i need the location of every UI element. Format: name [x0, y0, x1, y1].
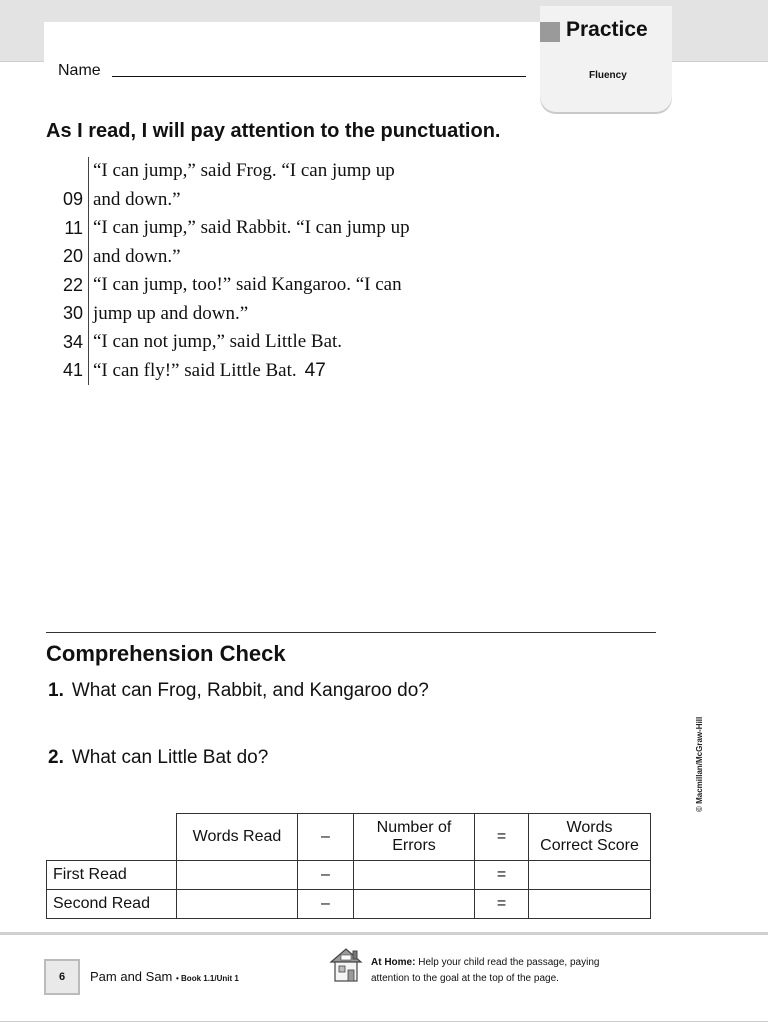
passage-text: “I can not jump,” said Little Bat.: [88, 328, 342, 357]
passage-total-count: 47: [304, 359, 326, 381]
header-words-read: Words Read: [177, 814, 298, 861]
passage-line: [44, 328, 410, 357]
book-unit-text: • Book 1.1/Unit 1: [176, 974, 239, 983]
word-count-number: 11: [64, 217, 83, 238]
bottom-border: [0, 1021, 768, 1022]
footer-divider: [0, 932, 768, 935]
header-wcs-line-2: Correct Score: [540, 837, 639, 854]
word-count-number: 09: [62, 189, 83, 210]
word-count-number: 34: [62, 331, 83, 352]
at-home-text-2: attention to the goal at the top of the page.: [371, 973, 559, 984]
comprehension-title: Comprehension Check: [46, 641, 286, 666]
passage-line: [44, 157, 410, 186]
word-count-number: 41: [62, 360, 83, 381]
second-read-minus: –: [298, 890, 354, 919]
passage-line: [44, 357, 410, 386]
passage-line: [44, 243, 410, 272]
first-read-score-cell[interactable]: [529, 861, 651, 890]
name-field-line[interactable]: [112, 76, 526, 77]
section-divider: [46, 632, 656, 633]
table-row: [47, 890, 651, 919]
passage-line: [44, 214, 410, 243]
passage-line: [44, 300, 410, 329]
header-card: [44, 22, 544, 92]
page-number: 6: [44, 959, 80, 995]
passage-text: and down.”: [88, 186, 181, 215]
at-home-note: [371, 955, 599, 987]
passage-text: [88, 357, 326, 386]
question-2-number: 2.: [48, 747, 64, 768]
question-1-number: 1.: [48, 680, 64, 701]
second-read-errors-cell[interactable]: [354, 890, 475, 919]
second-read-equals: =: [475, 890, 529, 919]
first-read-equals: =: [475, 861, 529, 890]
second-read-score-cell[interactable]: [529, 890, 651, 919]
at-home-text-1: Help your child read the passage, paying: [415, 957, 600, 968]
word-count-number: 30: [62, 303, 83, 324]
header-errors-line-2: Errors: [392, 837, 436, 854]
table-row: [47, 861, 651, 890]
fluency-label: Fluency: [589, 70, 627, 81]
second-read-words-cell[interactable]: [177, 890, 298, 919]
passage-text: and down.”: [88, 243, 181, 272]
first-read-minus: –: [298, 861, 354, 890]
question-2-text: What can Little Bat do?: [71, 747, 269, 768]
question-1-text: What can Frog, Rabbit, and Kangaroo do?: [71, 680, 429, 701]
word-count-number: 20: [62, 246, 83, 267]
practice-title: Practice: [566, 18, 648, 41]
passage-line: [44, 186, 410, 215]
question-1: [48, 680, 429, 702]
fluency-score-table: [46, 813, 651, 919]
first-read-errors-cell[interactable]: [354, 861, 475, 890]
passage-text: “I can jump, too!” said Kangaroo. “I can: [88, 271, 402, 300]
word-count-number: 22: [62, 274, 83, 295]
header-wcs-line-1: Words: [566, 818, 613, 836]
row-label-first-read: First Read: [47, 861, 177, 890]
fluency-passage: [44, 157, 410, 385]
instruction-heading: As I read, I will pay attention to the punctuation.: [46, 120, 501, 142]
at-home-label: At Home:: [371, 957, 416, 968]
house-icon: [328, 945, 364, 985]
header-minus: –: [298, 814, 354, 861]
header-number-of-errors: [354, 814, 475, 861]
practice-square-icon: [540, 22, 560, 42]
passage-line: [44, 271, 410, 300]
header-equals: =: [475, 814, 529, 861]
book-title-text: Pam and Sam: [90, 969, 173, 984]
header-errors-line-1: Number of: [376, 818, 452, 836]
passage-text: jump up and down.”: [88, 300, 248, 329]
passage-text: “I can jump,” said Rabbit. “I can jump up: [88, 214, 410, 243]
passage-text: “I can jump,” said Frog. “I can jump up: [88, 157, 395, 186]
first-read-words-cell[interactable]: [177, 861, 298, 890]
table-corner: [47, 814, 177, 861]
header-words-correct-score: [529, 814, 651, 861]
passage-text-content: “I can fly!” said Little Bat.: [93, 359, 297, 381]
name-label: Name: [58, 62, 101, 79]
question-2: [48, 747, 268, 769]
row-label-second-read: Second Read: [47, 890, 177, 919]
copyright-notice: © Macmillan/McGraw-Hill: [695, 716, 704, 812]
book-title: [90, 969, 239, 984]
